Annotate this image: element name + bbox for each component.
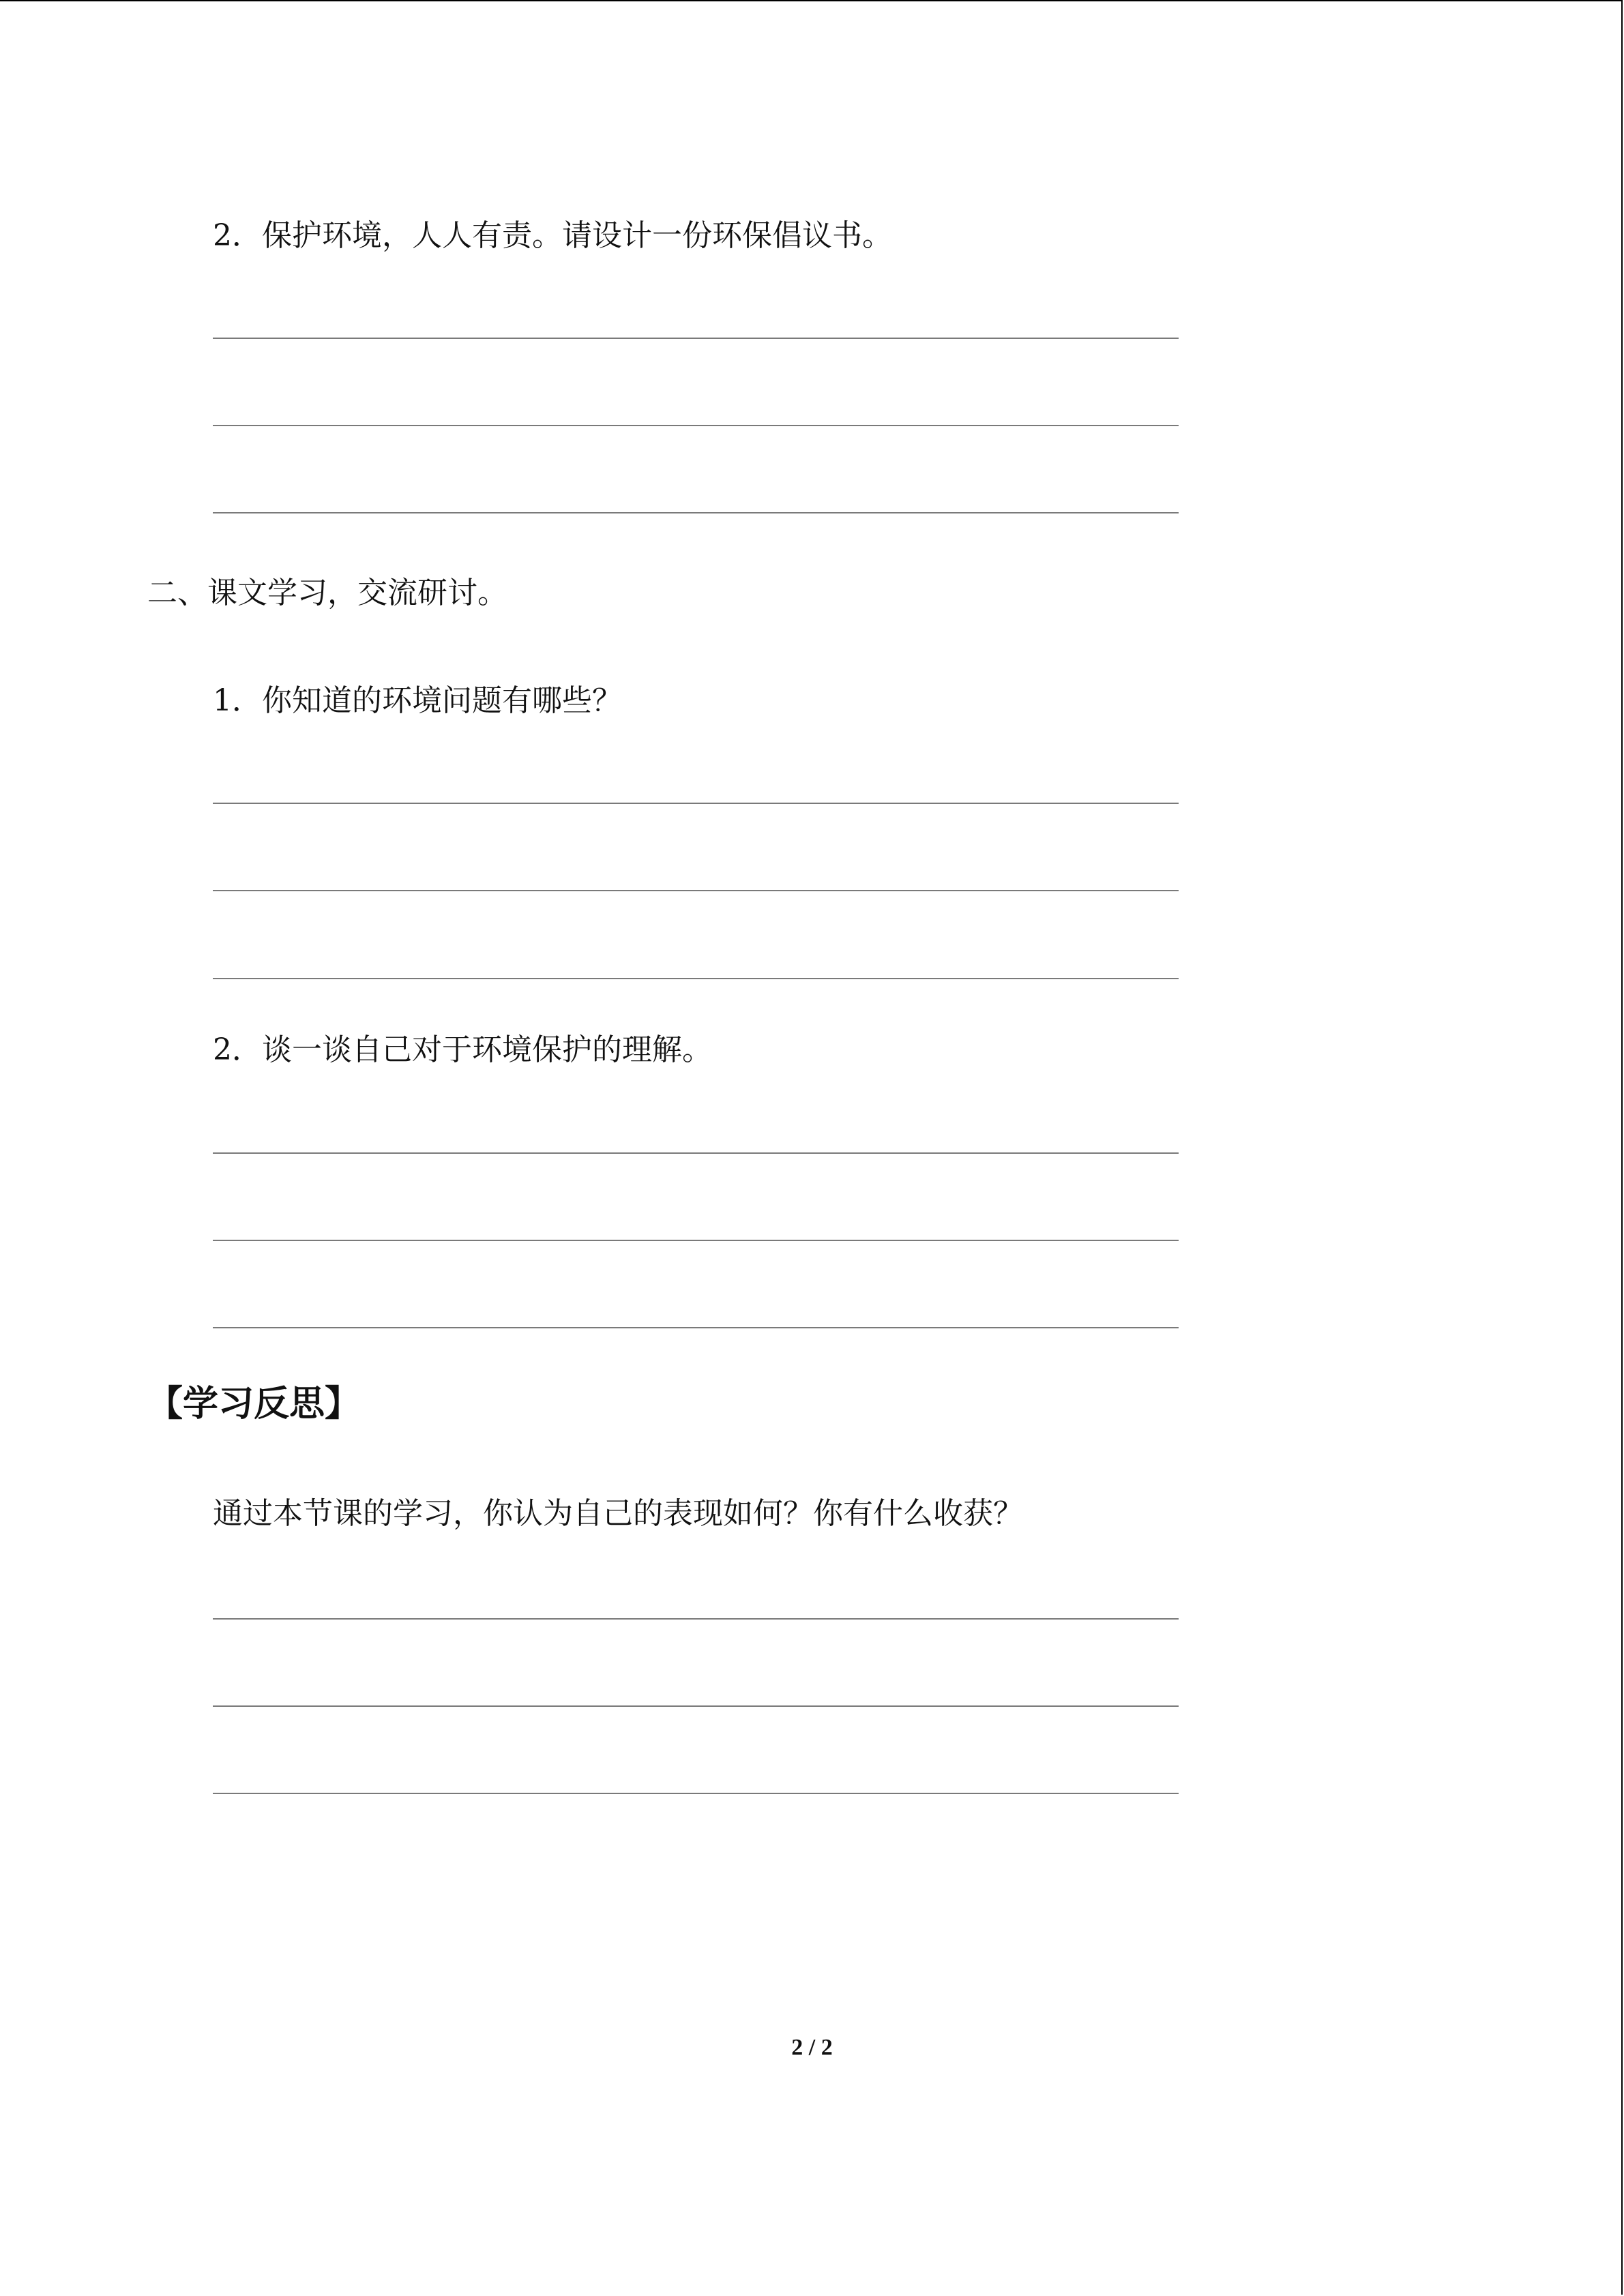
reflection-title: 【学习反思】 [147,1384,361,1425]
answer-line[interactable] [213,978,1179,979]
page-number: 2 / 2 [791,2035,833,2060]
question-environment-understanding: 2．谈一谈自己对于环境保护的理解。 [213,1032,712,1067]
answer-line[interactable] [213,890,1179,891]
answer-line[interactable] [213,803,1179,804]
answer-line[interactable] [213,425,1179,426]
question-environment-problems: 1．你知道的环境问题有哪些？ [213,683,622,718]
answer-line[interactable] [213,1705,1179,1707]
answer-line[interactable] [213,1152,1179,1154]
section-two-title: 二、课文学习，交流研讨。 [147,576,507,610]
answer-line[interactable] [213,1793,1179,1794]
question-design-proposal: 2．保护环境，人人有责。请设计一份环保倡议书。 [213,218,892,253]
answer-line[interactable] [213,338,1179,339]
answer-line[interactable] [213,1327,1179,1328]
answer-line[interactable] [213,1618,1179,1620]
answer-line[interactable] [213,1240,1179,1241]
answer-line[interactable] [213,512,1179,513]
reflection-prompt: 通过本节课的学习，你认为自己的表现如何？你有什么收获？ [213,1496,1023,1531]
